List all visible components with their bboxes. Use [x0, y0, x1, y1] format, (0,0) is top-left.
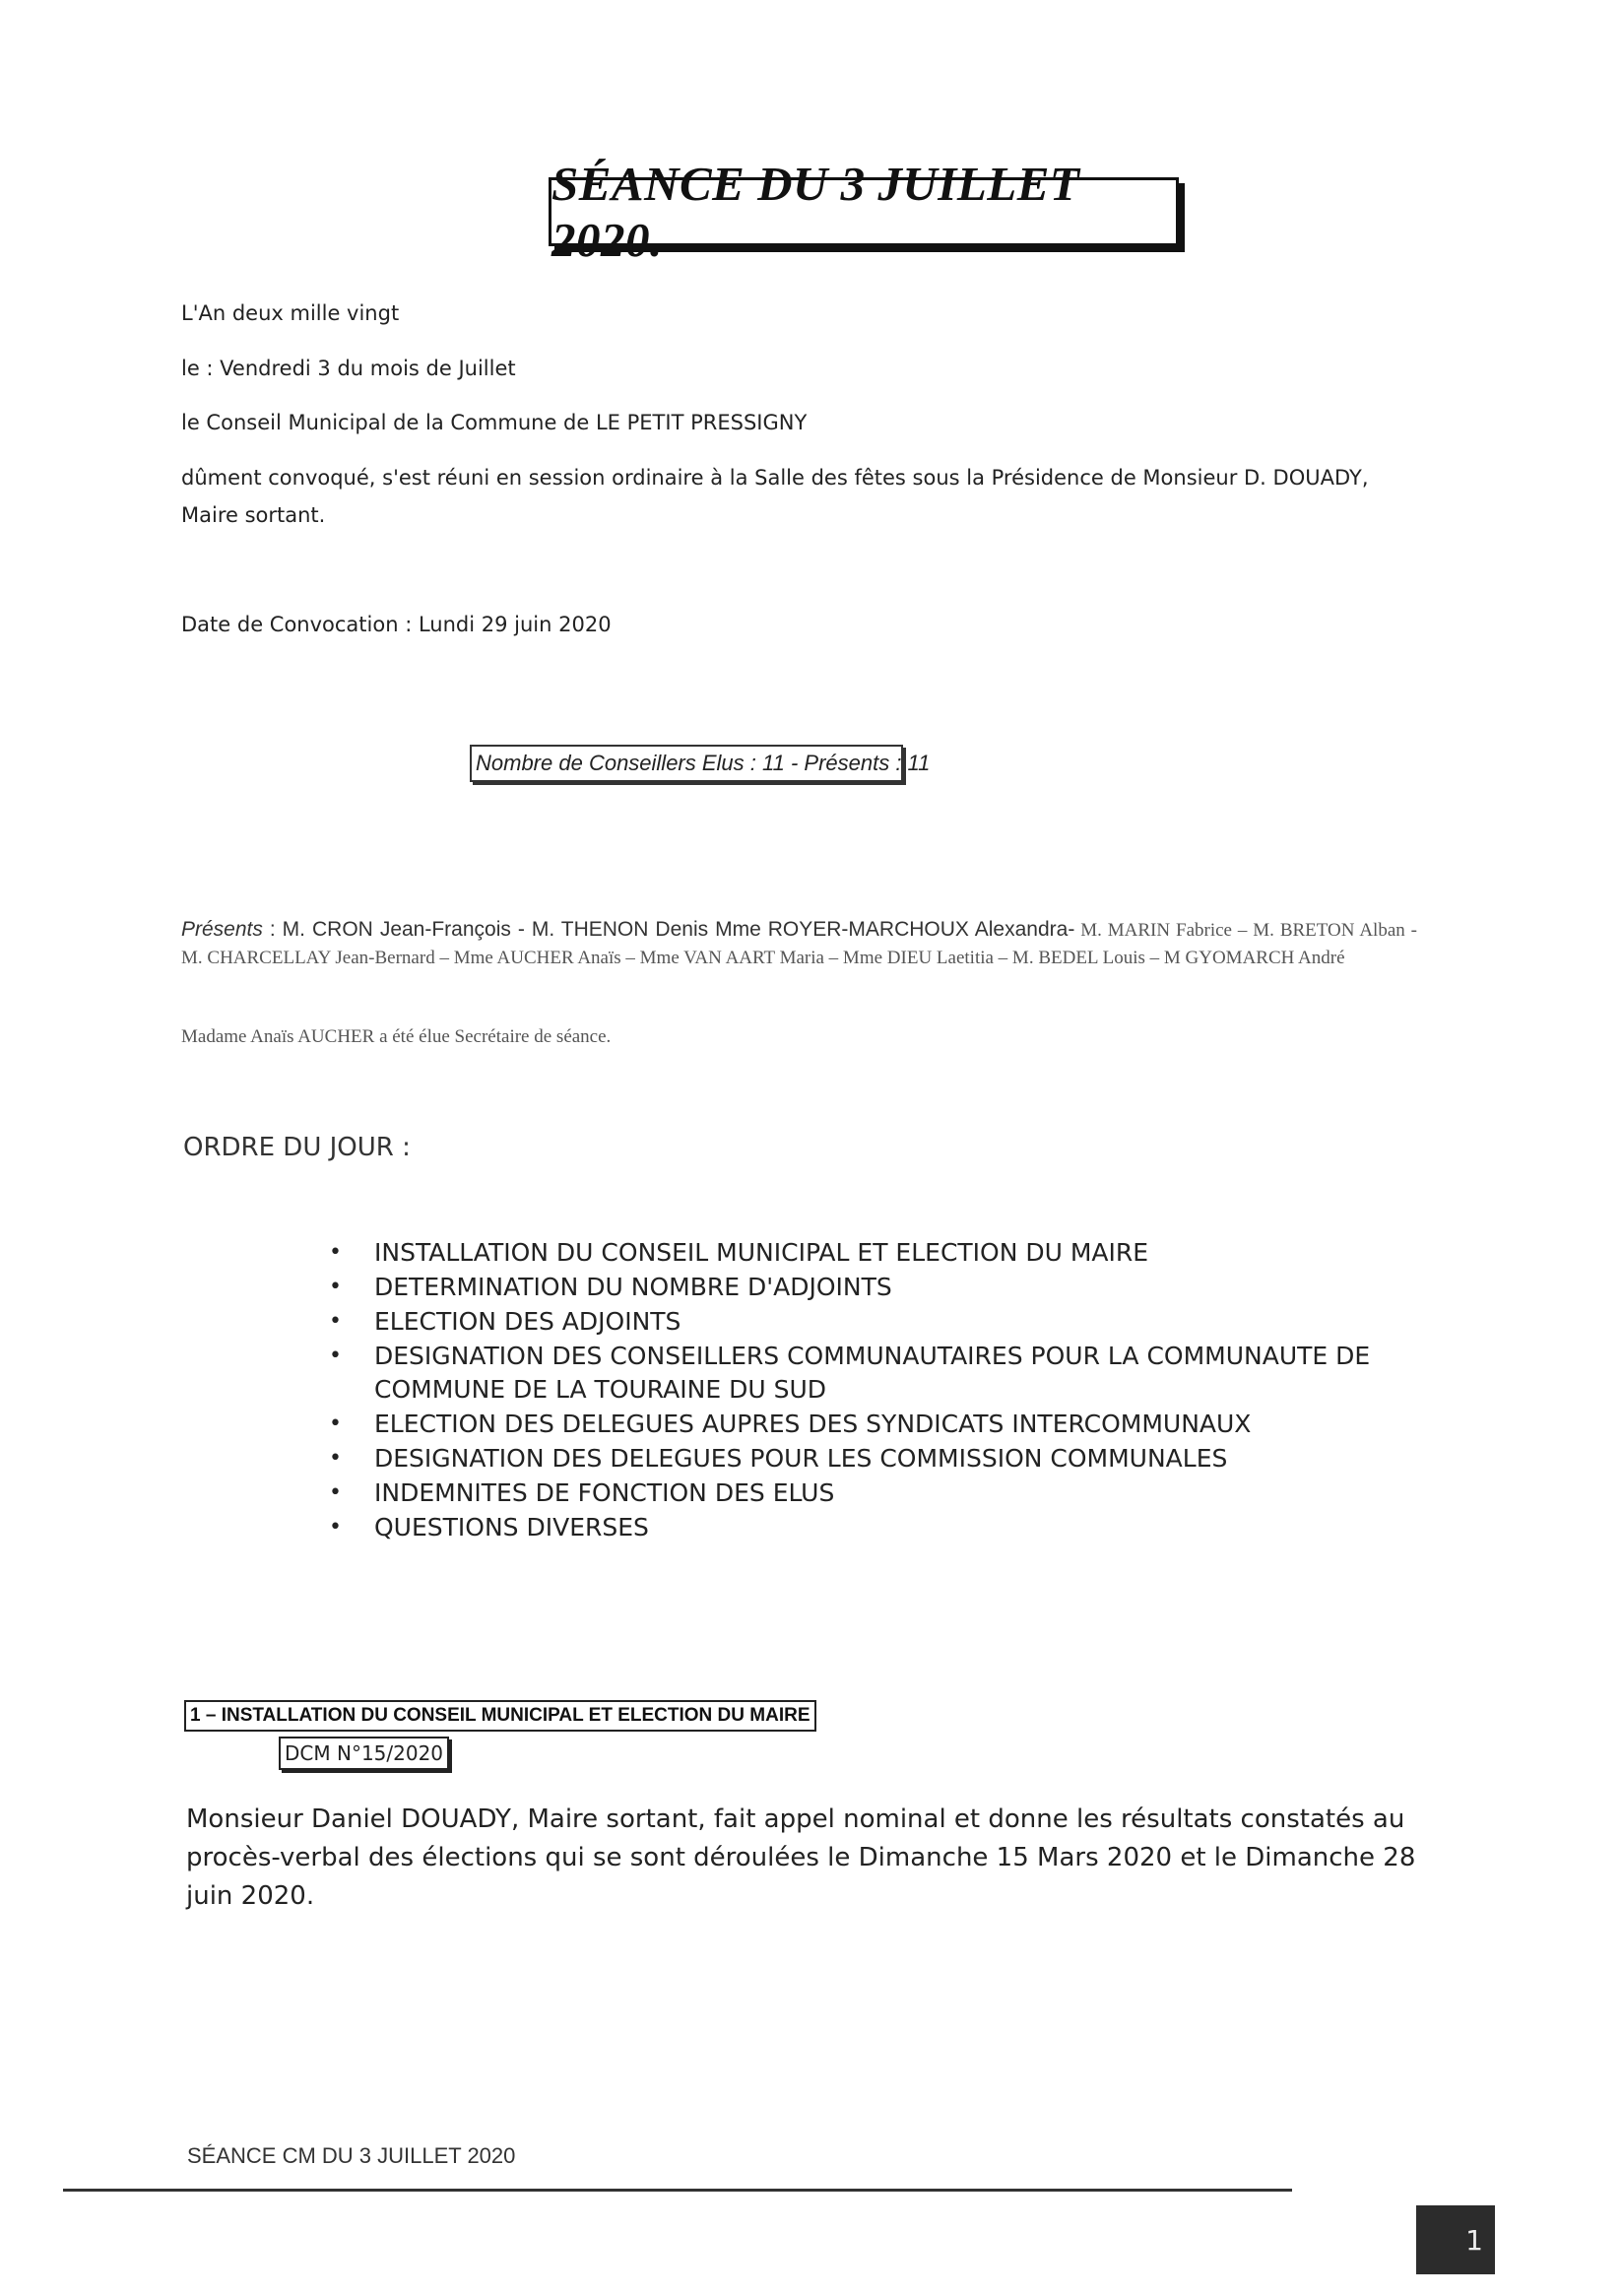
attendance-label: Présents [181, 918, 263, 941]
agenda-heading: ORDRE DU JOUR : [183, 1133, 411, 1162]
session-paragraph: dûment convoqué, s'est réuni en session ordinaire à la Salle des fêtes sous la Présidence de Monsieur D. DOUADY, Maire sortant. [181, 466, 1369, 527]
date-line: le : Vendredi 3 du mois de Juillet [181, 357, 516, 380]
council-line: le Conseil Municipal de la Commune de LE PETIT PRESSIGNY [181, 411, 808, 434]
agenda-item-text: INSTALLATION DU CONSEIL MUNICIPAL ET ELECTION DU MAIRE [374, 1238, 1149, 1267]
agenda-item [329, 1305, 1412, 1339]
attendance-lead-names: : M. CRON Jean-François - M. THENON Denis Mme ROYER-MARCHOUX Alexandra- [262, 918, 1075, 941]
page-number: 1 [1416, 2205, 1495, 2274]
year-line: L'An deux mille vingt [181, 301, 400, 325]
agenda-item [329, 1408, 1412, 1441]
agenda-item-text: QUESTIONS DIVERSES [374, 1513, 649, 1542]
convocation-line: Date de Convocation : Lundi 29 juin 2020 [181, 613, 612, 636]
councillors-count-box: Nombre de Conseillers Elus : 11 - Présents : 11 [470, 745, 903, 782]
agenda-item [329, 1511, 1412, 1544]
section-1-heading: 1 – INSTALLATION DU CONSEIL MUNICIPAL ET ELECTION DU MAIRE [184, 1700, 816, 1732]
footer-divider [63, 2189, 1292, 2192]
attendance-paragraph [181, 916, 1417, 972]
dcm-reference: DCM N°15/2020 [279, 1737, 449, 1770]
agenda-item-text: INDEMNITES DE FONCTION DES ELUS [374, 1478, 835, 1507]
attendance-lead [181, 918, 1074, 941]
agenda-item [329, 1236, 1412, 1270]
bullet-icon: • [329, 1411, 342, 1436]
agenda-item-text: DESIGNATION DES CONSEILLERS COMMUNAUTAIRES POUR LA COMMUNAUTE DE COMMUNE DE LA TOURAINE DU SUD [374, 1342, 1371, 1404]
footer-text: SÉANCE CM DU 3 JUILLET 2020 [187, 2143, 516, 2168]
attendance-rest-names: M. MARIN Fabrice – M. BRETON Alban - M. CHARCELLAY Jean-Bernard – Mme AUCHER Anaïs – Mme VAN AART Maria – Mme DIEU Laetitia – M. BEDEL Louis – M GYOMARCH André [181, 920, 1417, 968]
bullet-icon: • [329, 1309, 342, 1334]
agenda-list [329, 1236, 1412, 1545]
section-1-body: Monsieur Daniel DOUADY, Maire sortant, fait appel nominal et donne les résultats constatés au procès-verbal des élections qui se sont déroulées le Dimanche 15 Mars 2020 et le Dimanche 28 juin 2020. [186, 1804, 1416, 1911]
agenda-item-text: ELECTION DES DELEGUES AUPRES DES SYNDICATS INTERCOMMUNAUX [374, 1410, 1252, 1438]
bullet-icon: • [329, 1446, 342, 1471]
agenda-item [329, 1340, 1412, 1407]
bullet-icon: • [329, 1515, 342, 1540]
bullet-icon: • [329, 1344, 342, 1368]
bullet-icon: • [329, 1275, 342, 1299]
page-title: SÉANCE DU 3 JUILLET 2020. [549, 177, 1179, 246]
agenda-item-text: DESIGNATION DES DELEGUES POUR LES COMMISSION COMMUNALES [374, 1444, 1228, 1473]
secretary-line: Madame Anaïs AUCHER a été élue Secrétaire de séance. [181, 1026, 612, 1047]
bullet-icon: • [329, 1240, 342, 1265]
agenda-item-text: DETERMINATION DU NOMBRE D'ADJOINTS [374, 1273, 892, 1301]
agenda-item [329, 1442, 1412, 1476]
bullet-icon: • [329, 1480, 342, 1505]
agenda-item-text: ELECTION DES ADJOINTS [374, 1307, 681, 1336]
agenda-item [329, 1271, 1412, 1304]
agenda-item [329, 1476, 1412, 1510]
